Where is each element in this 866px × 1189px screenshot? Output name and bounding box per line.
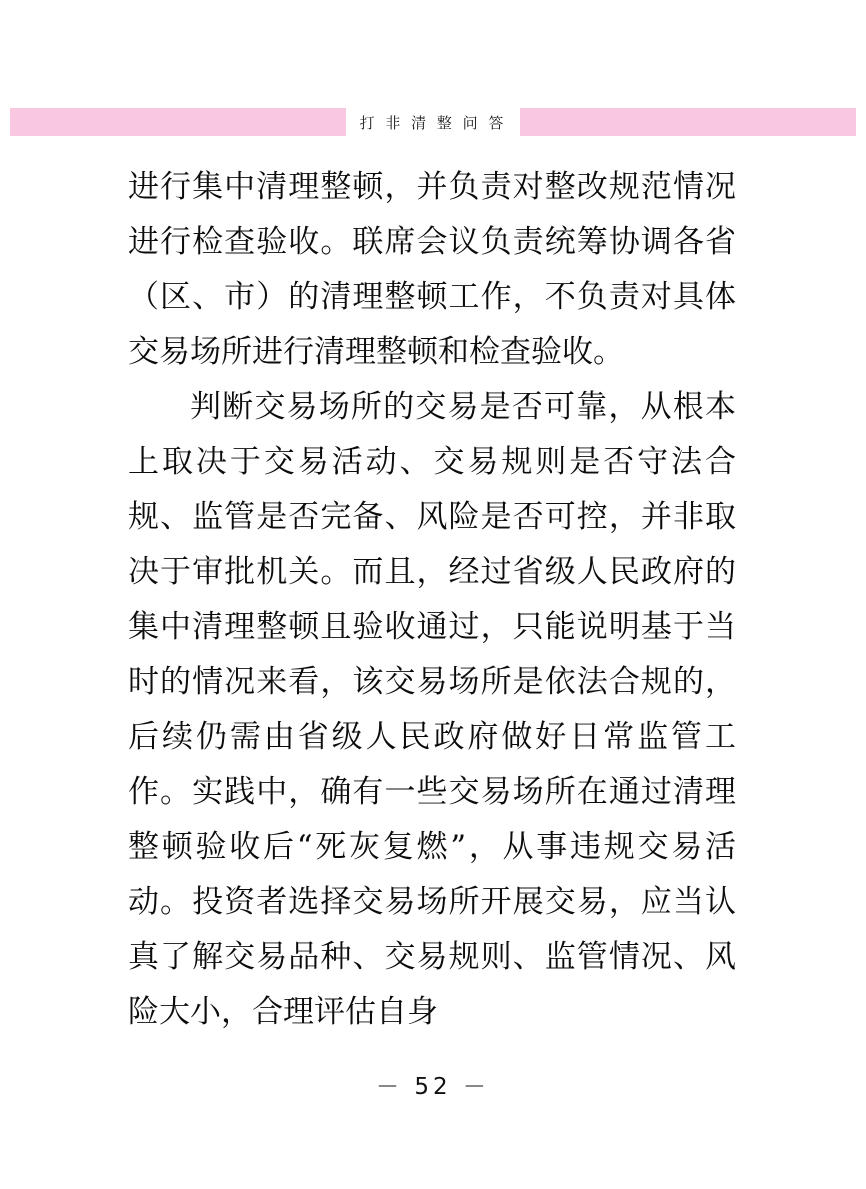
page-footer: [0, 1068, 866, 1101]
paragraph-1: 进行集中清理整顿，并负责对整改规范情况进行检查验收。联席会议负责统筹协调各省（区、市）的清理整顿工作，不负责对具体交易场所进行清理整顿和检查验收。: [128, 169, 736, 370]
page-number: － 52 －: [376, 1074, 490, 1100]
running-title: 打 非 清 整 问 答: [359, 113, 507, 132]
running-header: [10, 108, 856, 136]
header-band-right: [520, 108, 856, 136]
paragraph-2: 判断交易场所的交易是否可靠，从根本上取决于交易活动、交易规则是否守法合规、监管是否完备、风险是否可控，并非取决于审批机关。而且，经过省级人民政府的集中清理整顿且验收通过，只能说明基于当时的情况来看，该交易场所是依法合规的，后续仍需由省级人民政府做好日常监管工作。实践中，确有一些交易场所在通过清理整顿验收后“死灰复燃”，从事违规交易活动。投资者选择交易场所开展交易，应当认真了解交易品种、交易规则、监管情况、风险大小，合理评估自身: [128, 389, 736, 1030]
running-title-wrap: [346, 108, 521, 136]
header-band-left: [10, 108, 346, 136]
page-body: [128, 160, 736, 1040]
